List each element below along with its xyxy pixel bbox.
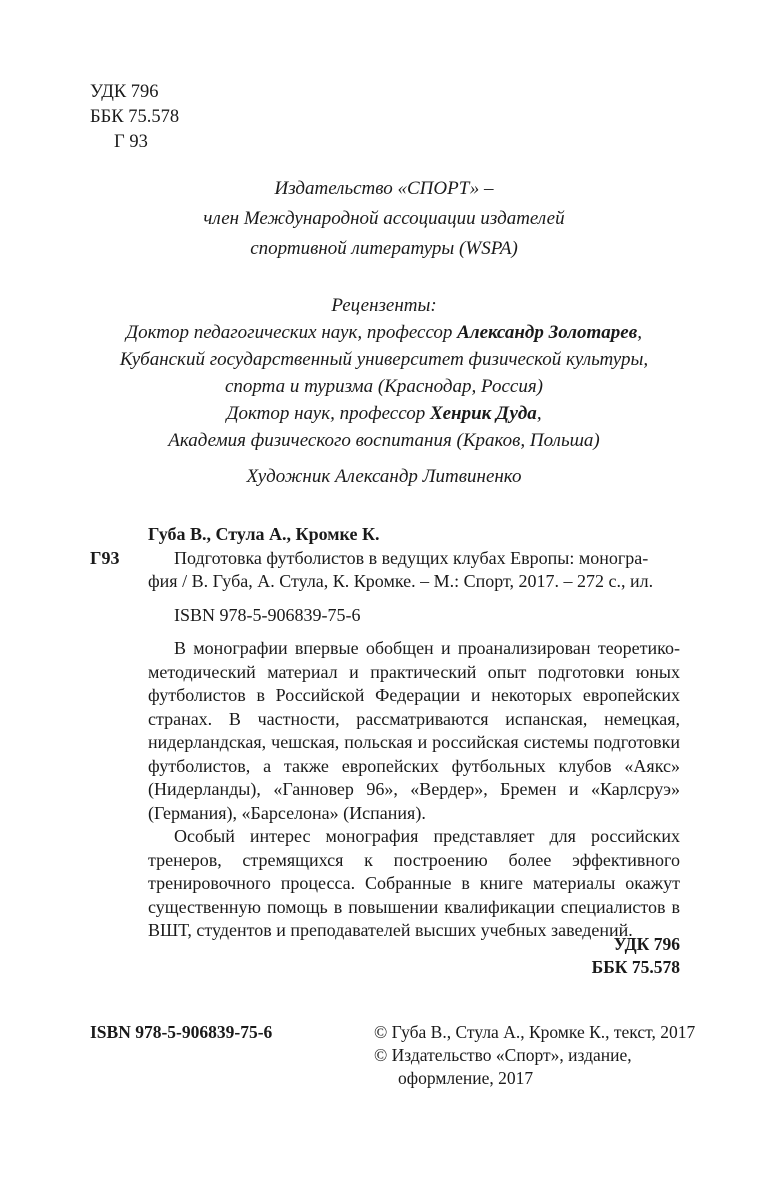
- reviewer-1-org: Кубанский государственный университет физической культуры,: [119, 349, 649, 370]
- reviewer-1-comma: ,: [637, 322, 642, 343]
- reviewer-2-name: Хенрик Дуда: [429, 403, 537, 424]
- footer-isbn: ISBN 978-5-906839-75-6: [90, 1022, 273, 1042]
- abstract-paragraph: Особый интерес монография представляет для российских тренеров, стремящихся к построению более эффективного тренировочного процесса. Собранные в книге материалы окажут существенную помощь в повышении квалификации специалистов в ВШТ, студентов и преподавателей высших учебных заведений.: [148, 826, 680, 940]
- description-line: фия / В. Губа, А. Стула, К. Кромке. – М.: Спорт, 2017. – 272 с., ил.: [148, 571, 654, 591]
- isbn-line: ISBN 978-5-906839-75-6: [174, 605, 361, 625]
- publisher-line: член Международной ассоциации издателей: [203, 208, 565, 229]
- reviewer-1: [0, 319, 768, 346]
- author-sign-code: Г 93: [114, 132, 148, 152]
- reviewer-1-org: спорта и туризма (Краснодар, Россия): [225, 376, 543, 397]
- reviewer-2-org: Академия физического воспитания (Краков, Польша): [168, 430, 600, 451]
- abstract: [148, 637, 680, 943]
- reviewer-2-comma: ,: [536, 403, 542, 424]
- reviewer-1-title: Доктор педагогических наук, профессор: [126, 322, 458, 343]
- copyright-line: оформление, 2017: [398, 1068, 534, 1088]
- footer-udk: УДК 796: [613, 934, 680, 954]
- reviewer-2: [0, 400, 768, 427]
- reviewers-block: [0, 292, 768, 454]
- authors: Губа В., Стула А., Кромке К.: [148, 524, 380, 544]
- bbk-code: ББК 75.578: [90, 107, 180, 127]
- footer-classification: [592, 933, 680, 979]
- copyright-block: [374, 1021, 695, 1090]
- publisher-note: [0, 174, 768, 264]
- reviewers-heading: Рецензенты:: [331, 295, 437, 316]
- artist-credit: Художник Александр Литвиненко: [246, 466, 522, 487]
- copyright-line: © Губа В., Стула А., Кромке К., текст, 2017: [374, 1022, 696, 1042]
- reviewer-1-name: Александр Золотарев: [457, 322, 638, 343]
- description-line: Подготовка футболистов в ведущих клубах Европы: моногра-: [174, 548, 649, 568]
- copyright-line: © Издательство «Спорт», издание,: [374, 1045, 632, 1065]
- abstract-paragraph: В монографии впервые обобщен и проанализирован теоретико-методический материал и практический опыт подготовки юных футболистов в Российской Федерации и некоторых европейских странах. В частности, рассматриваются испанская, немецкая, нидерландская, чешская, польская и российская системы подготовки футболистов, а также европейских футбольных клубов «Аякс» (Нидерланды), «Ганновер 96», «Вердер», Бремен и «Карлсруэ» (Германия), «Барселона» (Испания).: [148, 638, 680, 823]
- footer-bbk: ББК 75.578: [591, 957, 680, 977]
- bibliographic-description: [148, 547, 680, 593]
- publisher-line: Издательство «СПОРТ» –: [274, 178, 494, 199]
- publisher-line: спортивной литературы (WSPA): [250, 238, 518, 259]
- reviewer-2-title: Доктор наук, профессор: [226, 403, 430, 424]
- classification-block: [90, 80, 179, 155]
- udk-code: УДК 796: [90, 82, 159, 102]
- author-sign: Г93: [90, 548, 120, 568]
